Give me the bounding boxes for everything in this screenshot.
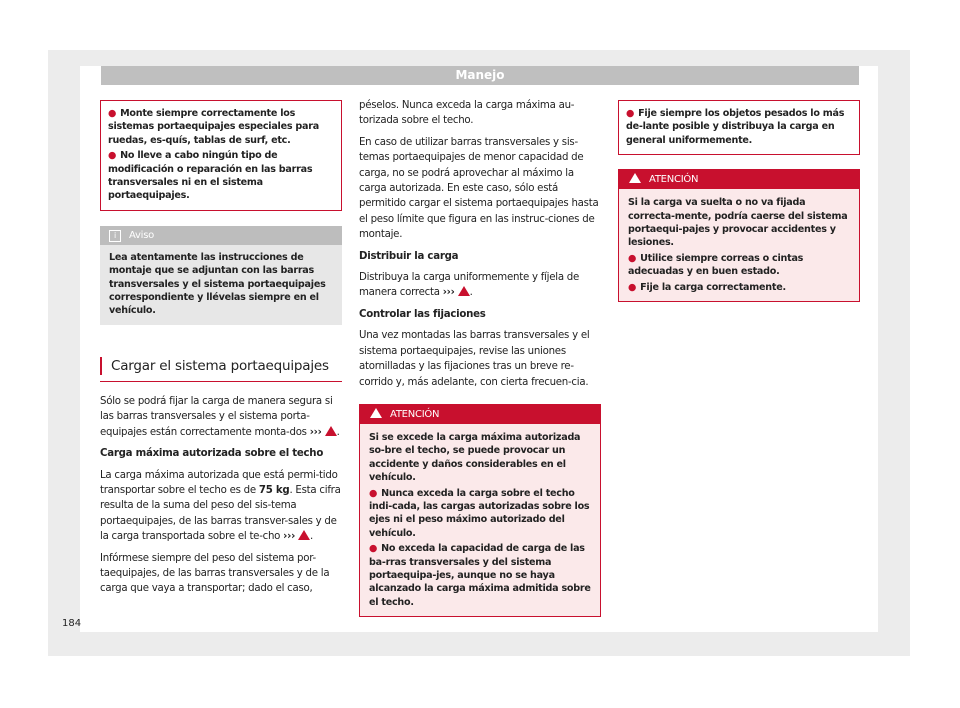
warning-triangle-icon	[629, 173, 641, 183]
section-rule	[100, 381, 342, 382]
aviso-box	[100, 226, 342, 325]
subheading-carga: Carga máxima autorizada sobre el techo	[100, 448, 324, 460]
continuation-paragraph: péselos. Nunca exceda la carga máxima au-torizada sobre el techo.	[359, 100, 575, 127]
bullet-dot: ●	[369, 487, 378, 499]
aviso-header: i Aviso	[100, 226, 342, 245]
bullet-dot: ●	[628, 252, 637, 264]
list-item: ● No lleve a cabo ningún tipo de modificación o reparación en las barras transversales ni en el sistema portaequipajes.	[108, 150, 313, 202]
section-heading	[100, 357, 342, 382]
bullet-dot: ●	[369, 543, 378, 555]
warning-triangle-icon	[458, 286, 470, 296]
page-number: 184	[62, 618, 82, 629]
atencion-box-middle	[359, 404, 601, 617]
list-item: ● Fije la carga correctamente.	[628, 281, 786, 293]
bullet-dot: ●	[628, 281, 637, 293]
bullet-dot: ●	[626, 108, 635, 119]
atencion-header: ATENCIÓN	[619, 170, 859, 189]
list-item: ● Utilice siempre correas o cintas adecuadas y en buen estado.	[628, 252, 804, 278]
distribuir-paragraph: Distribuya la carga uniformemente y fíjela de manera correcta ››› .	[359, 272, 580, 299]
atencion-intro: Si la carga va suelta o no va fijada correcta-mente, podría caerse del sistema portaequi-pajes y provocar accidentes y lesiones.	[628, 197, 848, 249]
informese-paragraph: Infórmese siempre del peso del sistema por-taequipajes, de las barras transversales y de la carga que vaya a transportar; dado el caso,	[100, 552, 330, 595]
left-bullet-box	[100, 100, 342, 211]
warning-triangle-icon	[325, 426, 337, 436]
bullet-dot: ●	[108, 150, 117, 162]
list-item: ● No exceda la capacidad de carga de las ba-rras transversales y del sistema portaequipa-jes, aunque no se haya alcanzado la carga máxima admitida sobre el techo.	[369, 543, 591, 608]
atencion-intro: Si se excede la carga máxima autorizada so-bre el techo, se puede provocar un accidente y daños considerables en el vehículo.	[369, 431, 581, 484]
warning-triangle-icon	[298, 530, 310, 540]
list-item: ● Monte siempre correctamente los sistemas portaequipajes especiales para ruedas, es-quís, tablas de surf, etc.	[108, 108, 319, 146]
aviso-text: Lea atentamente las instrucciones de montaje que se adjuntan con las barras transversales y el sistema portaequipajes correspondiente y llévelas siempre en el vehículo.	[109, 251, 326, 317]
atencion-box-right	[618, 169, 860, 302]
subheading-controlar: Controlar las fijaciones	[359, 308, 486, 320]
bullet-dot: ●	[108, 108, 117, 119]
intro-paragraph: Sólo se podrá fijar la carga de manera segura si las barras transversales y el sistema porta-equipajes están correctamente monta-dos ››› .	[100, 395, 340, 438]
info-icon: i	[109, 230, 121, 242]
atencion-body	[619, 189, 859, 301]
right-column	[618, 100, 860, 302]
carga-paragraph: La carga máxima autorizada que está permi-tido transportar sobre el techo es de 75 kg. Esta cifra resulta de la suma del peso del sis-tema portaequipajes, de las barras transver-sales y de la carga transportada sobre el te-cho ››› .	[100, 469, 341, 543]
atencion-header: ATENCIÓN	[360, 405, 600, 424]
list-item: ● Fije siempre los objetos pesados lo más de-lante posible y distribuya la carga en general uniformemente.	[626, 108, 845, 146]
section-title: Cargar el sistema portaequipajes	[100, 357, 342, 375]
list-item: ● Nunca exceda la carga sobre el techo indi-cada, las cargas autorizadas sobre los ejes ni el peso máximo autorizado del vehículo.	[369, 487, 590, 539]
middle-column	[359, 98, 601, 617]
right-bullet-box	[618, 100, 860, 155]
left-column	[100, 100, 342, 597]
warning-triangle-icon	[370, 408, 382, 418]
controlar-paragraph: Una vez montadas las barras transversales y el sistema portaequipajes, revise las uniones atornilladas y las fijaciones tras un breve re-corrido y, más adelante, con cierta frecuen-cia.	[359, 330, 590, 388]
running-header: Manejo	[101, 66, 859, 85]
atencion-body	[360, 424, 600, 616]
subheading-distribuir: Distribuir la carga	[359, 250, 459, 262]
menor-paragraph: En caso de utilizar barras transversales y sis-temas portaequipajes de menor capacidad de carga, no se podrá aprovechar al máximo la carga autorizada. En este caso, sólo está permitido cargar el sistema portaequipajes hasta el peso límite que figura en las instruc-ciones de montaje.	[359, 136, 599, 241]
